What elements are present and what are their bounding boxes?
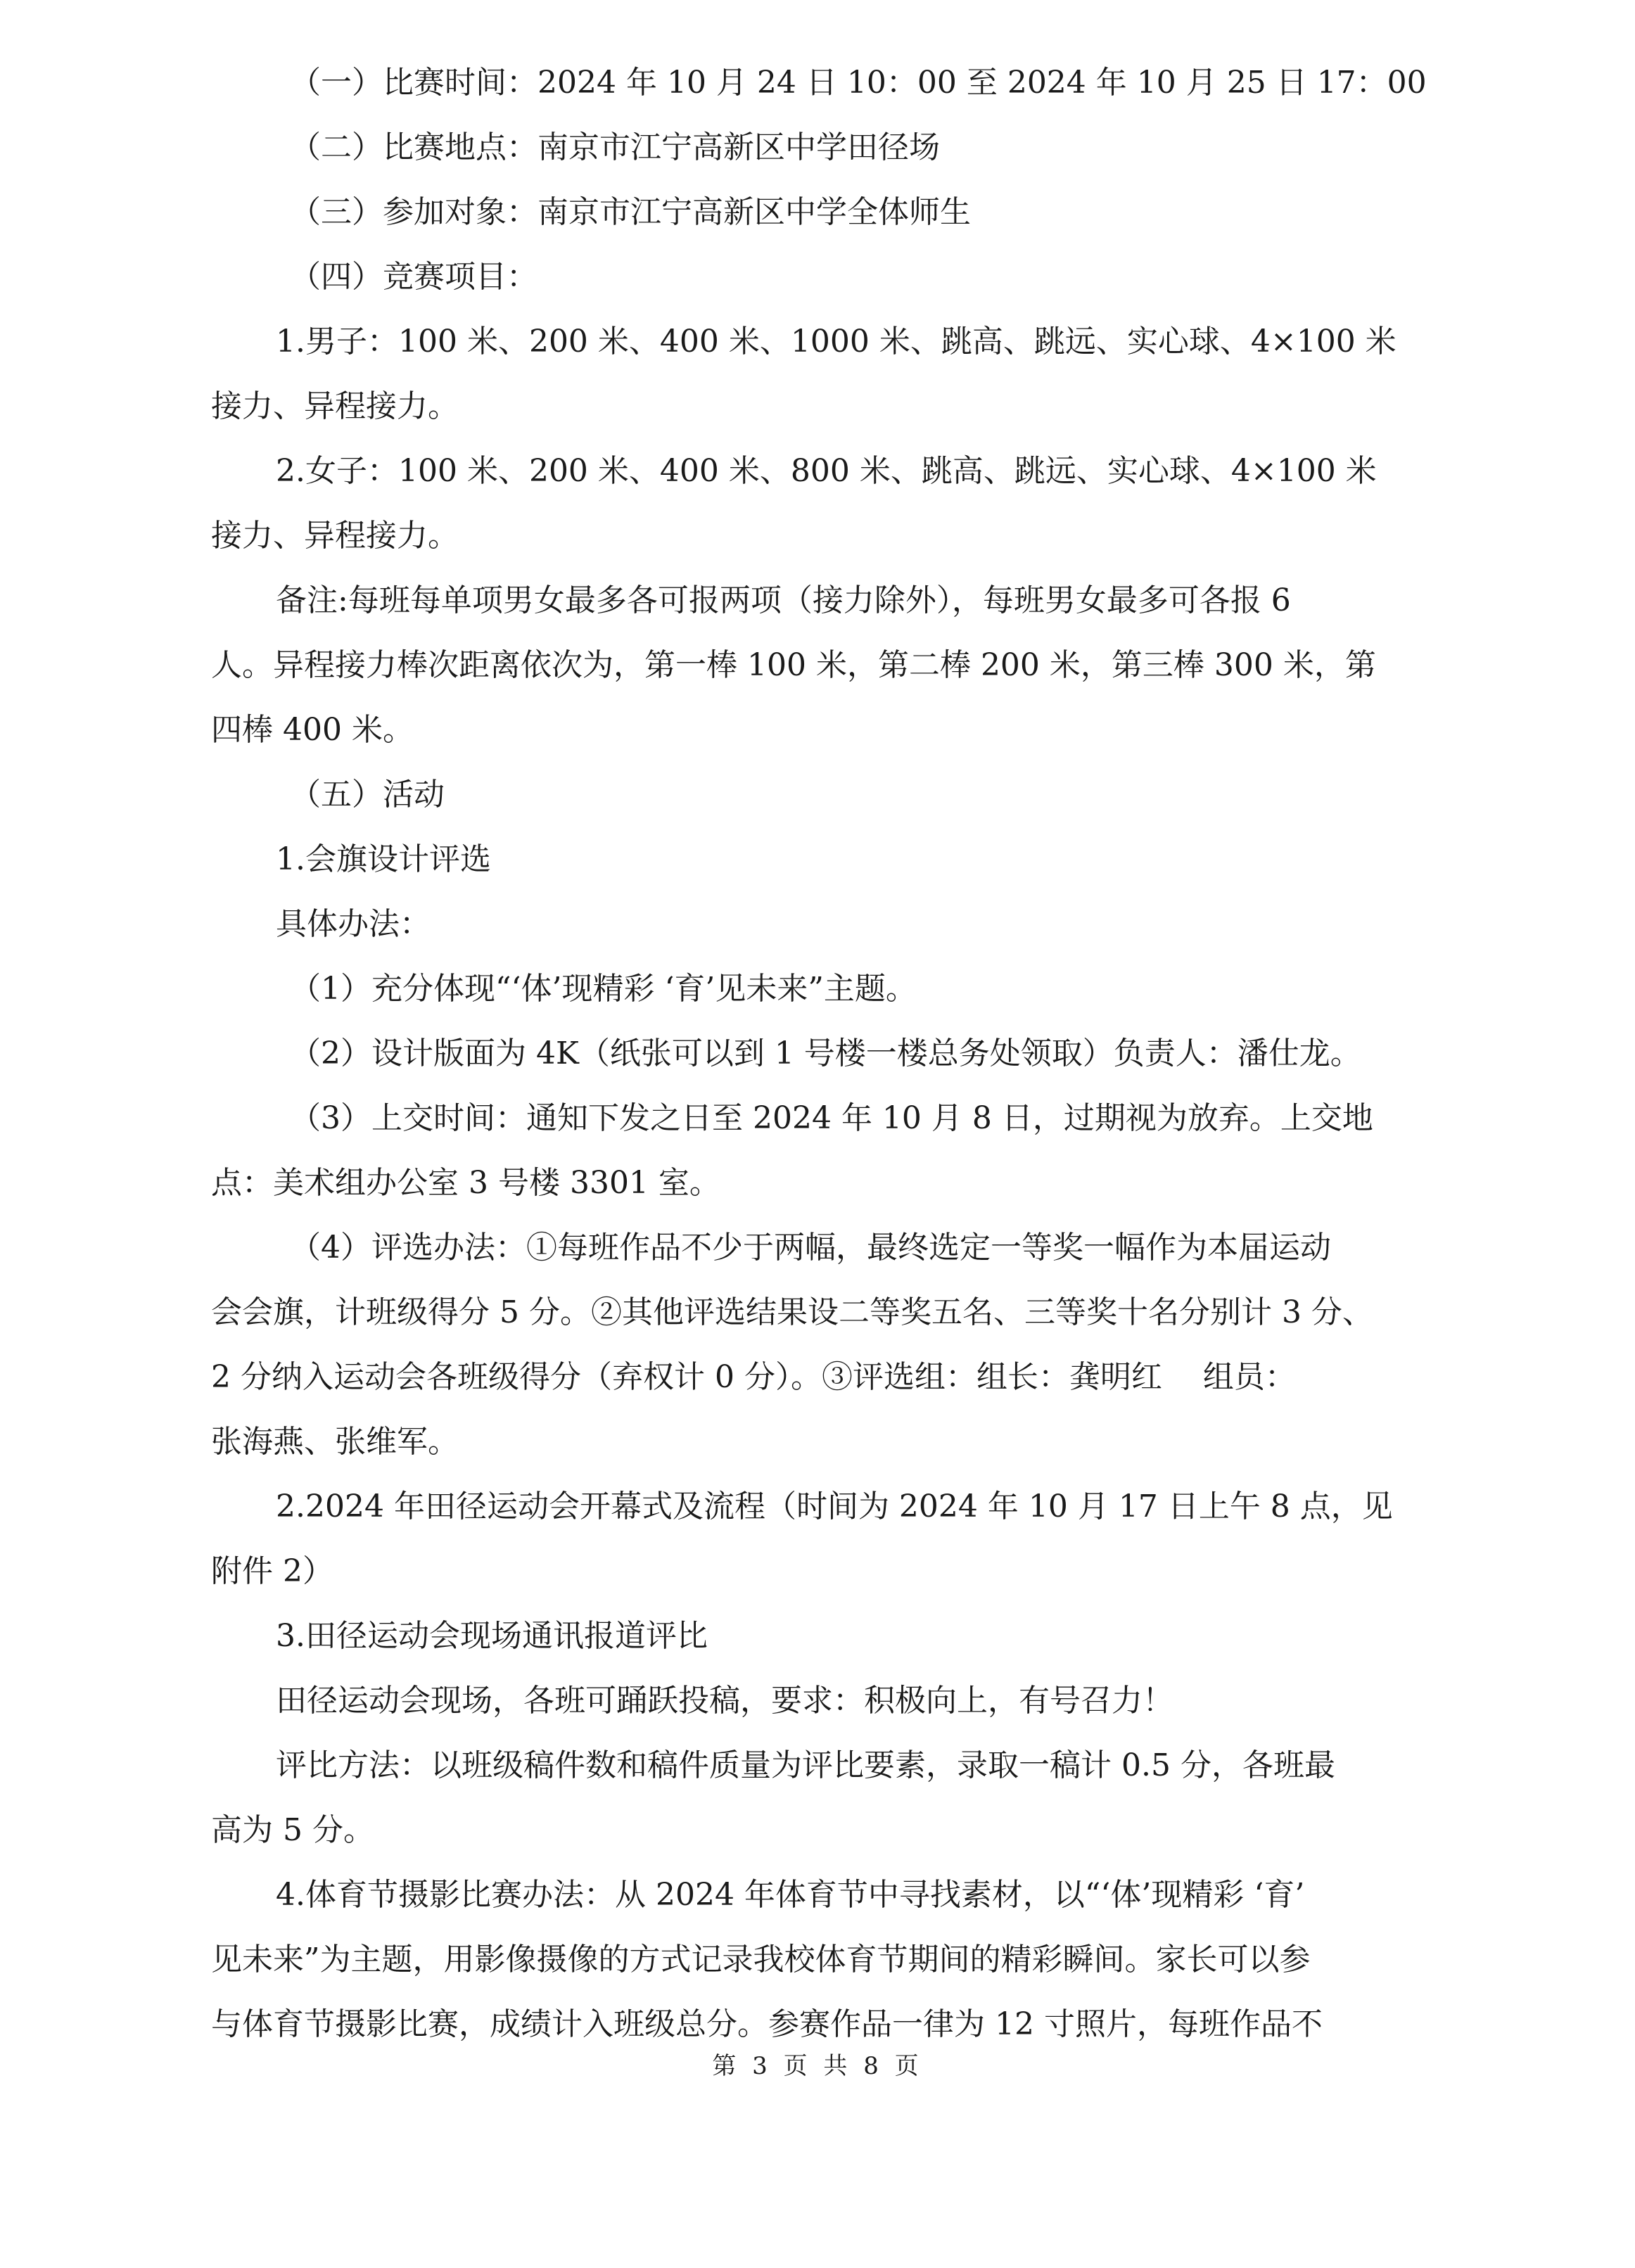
paragraph-line: 张海燕、张维军。 [211, 1424, 459, 1460]
paragraph-line: 高为 5 分。 [211, 1812, 374, 1848]
paragraph-line: 人。异程接力棒次距离依次为，第一棒 100 米，第二棒 200 米，第三棒 300 米，第 [211, 647, 1376, 683]
paragraph-line: 会会旗，计班级得分 5 分。②其他评选结果设二等奖五名、三等奖十名分别计 3 分、 [211, 1294, 1373, 1330]
paragraph-line: 接力、异程接力。 [211, 518, 459, 554]
paragraph-line: （四）竞赛项目： [290, 259, 537, 295]
paragraph-line: 评比方法：以班级稿件数和稿件质量为评比要素，录取一稿计 0.5 分，各班最 [276, 1747, 1335, 1783]
paragraph-line: 见未来”为主题，用影像摄像的方式记录我校体育节期间的精彩瞬间。家长可以参 [211, 1942, 1311, 1977]
paragraph-line: 接力、异程接力。 [211, 388, 459, 424]
paragraph-line: 2.2024 年田径运动会开幕式及流程（时间为 2024 年 10 月 17 日上午 8 点，见 [276, 1489, 1393, 1524]
paragraph-line: 与体育节摄影比赛，成绩计入班级总分。参赛作品一律为 12 寸照片，每班作品不 [211, 2006, 1323, 2042]
paragraph-line: 备注:每班每单项男女最多各可报两项（接力除外），每班男女最多可各报 6 [276, 582, 1291, 618]
paragraph-line: 2.女子：100 米、200 米、400 米、800 米、跳高、跳远、实心球、4×100 米 [276, 453, 1377, 489]
paragraph-line: 2 分纳入运动会各班级得分（弃权计 0 分）。③评选组：组长：龚明红 组员： [211, 1359, 1296, 1395]
paragraph-line: 附件 2） [211, 1553, 333, 1589]
paragraph-line: 4.体育节摄影比赛办法：从 2024 年体育节中寻找素材，以“‘体’现精彩 ‘育’ [276, 1877, 1305, 1913]
page-number-footer: 第 3 页 共 8 页 [712, 2052, 923, 2080]
paragraph-line: 田径运动会现场，各班可踊跃投稿，要求：积极向上，有号召力！ [276, 1683, 1173, 1719]
paragraph-line: （1）充分体现“‘体’现精彩 ‘育’见未来”主题。 [290, 971, 917, 1007]
paragraph-line: （五）活动 [290, 777, 445, 813]
document-body [211, 51, 1449, 2057]
paragraph-line: 点：美术组办公室 3 号楼 3301 室。 [211, 1165, 720, 1201]
paragraph-line: 具体办法： [276, 906, 431, 942]
paragraph-line: （4）评选办法：①每班作品不少于两幅，最终选定一等奖一幅作为本届运动 [290, 1230, 1331, 1266]
paragraph-line: （一）比赛时间：2024 年 10 月 24 日 10：00 至 2024 年 10 月 25 日 17：00 [290, 65, 1427, 101]
paragraph-line: （三）参加对象：南京市江宁高新区中学全体师生 [290, 194, 971, 230]
paragraph-line: 1.男子：100 米、200 米、400 米、1000 米、跳高、跳远、实心球、4×100 米 [276, 324, 1397, 359]
paragraph-line: 1.会旗设计评选 [276, 841, 491, 877]
paragraph-line: （3）上交时间：通知下发之日至 2024 年 10 月 8 日，过期视为放弃。上交地 [290, 1100, 1373, 1136]
paragraph-line: 四棒 400 米。 [211, 712, 414, 748]
paragraph-line: 3.田径运动会现场通讯报道评比 [276, 1618, 708, 1654]
paragraph-line: （2）设计版面为 4K（纸张可以到 1 号楼一楼总务处领取）负责人：潘仕龙。 [290, 1036, 1361, 1071]
paragraph-line: （二）比赛地点：南京市江宁高新区中学田径场 [290, 129, 940, 165]
